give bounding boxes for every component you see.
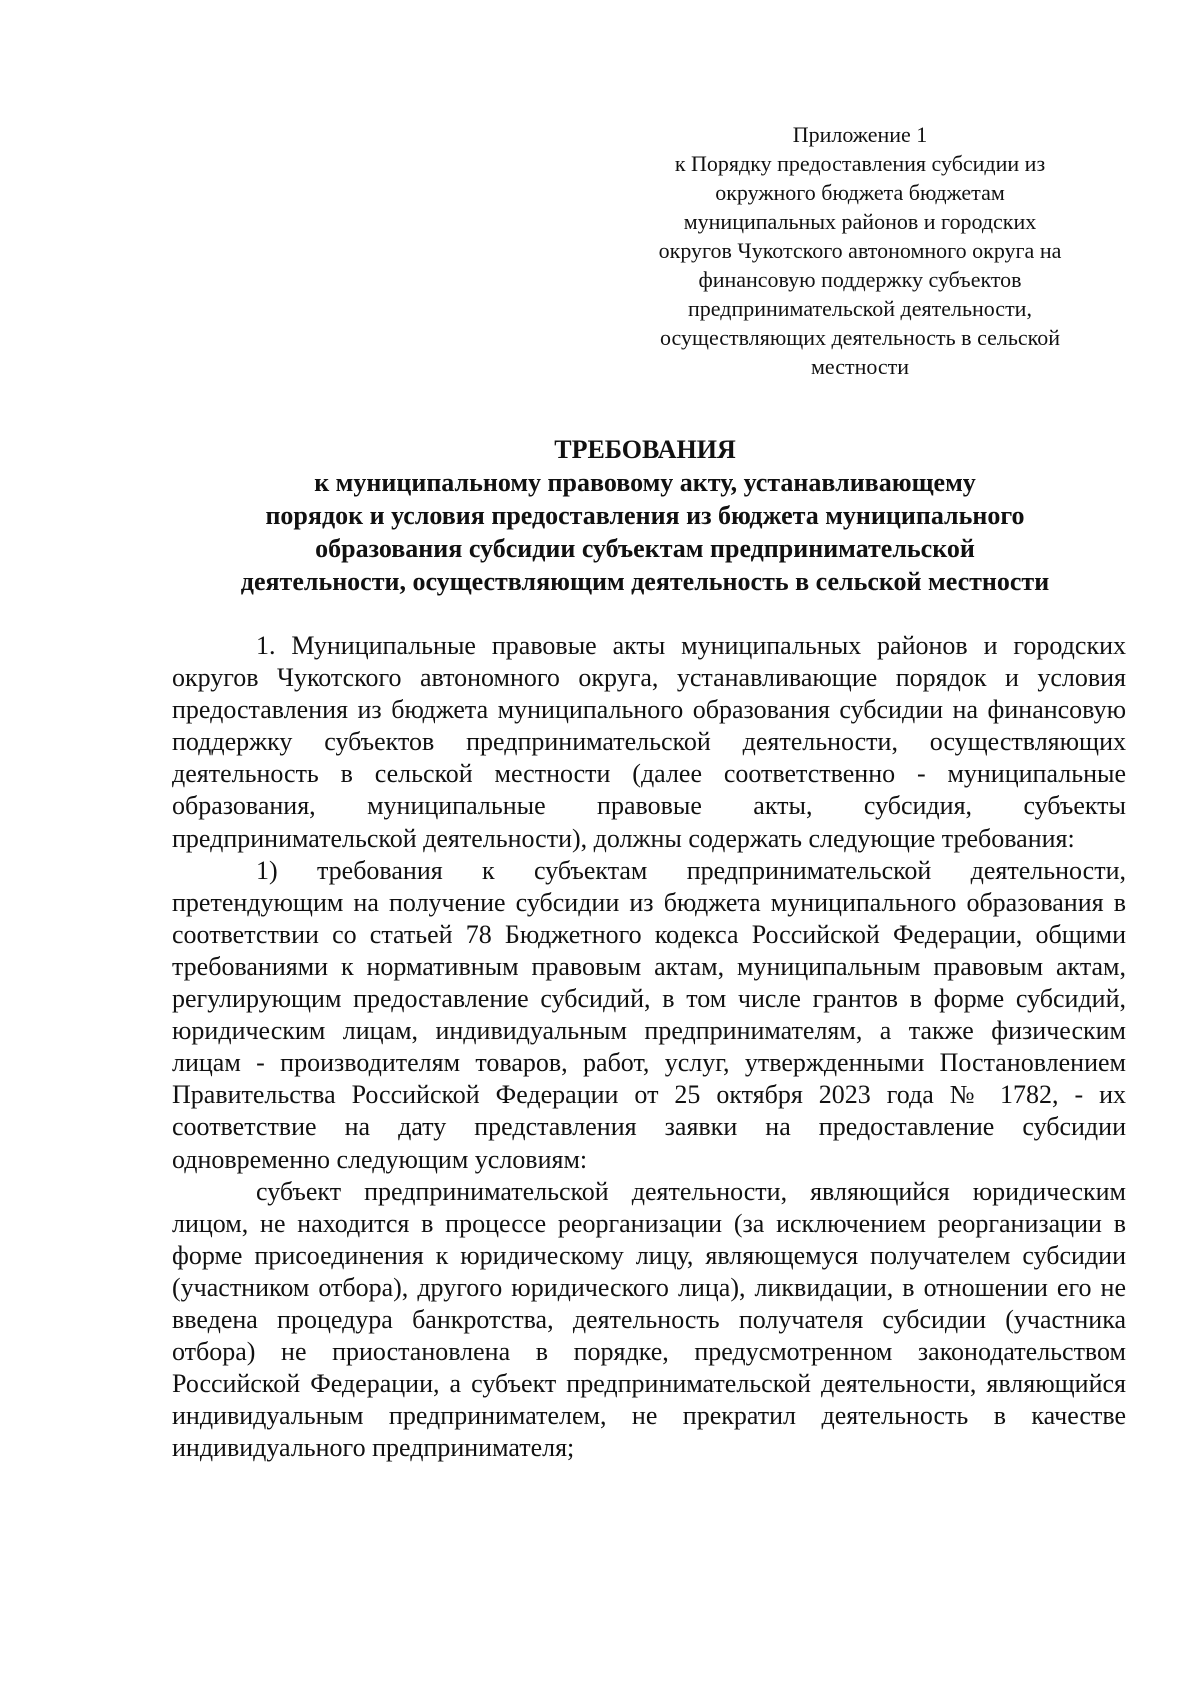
title-line: к муниципальному правовому акту, устанавливающему <box>314 468 976 497</box>
title-line: образования субсидии субъектам предпринимательской <box>315 534 975 563</box>
appendix-line: местности <box>810 354 910 379</box>
body-paragraph: 1. Муниципальные правовые акты муниципальных районов и городских округов Чукотского автономного округа, устанавливающие порядок и условия предоставления из бюджета муниципального образования субсидии на финансовую поддержку субъектов предпринимательской деятельности, осуществляющих деятельность в сельской местности (далее соответственно - муниципальные образования, муниципальные правовые акты, субсидия, субъекты предпринимательской деятельности), должны содержать следующие требования: <box>172 631 1126 853</box>
body-paragraph: субъект предпринимательской деятельности, являющийся юридическим лицом, не находится в процессе реорганизации (за исключением реорганизации в форме присоединения к юридическому лицу, являющемуся получателем субсидии (участником отбора), другого юридического лица), ликвидации, в отношении его не введена процедура банкротства, деятельность получателя субсидии (участника отбора) не приостановлена в порядке, предусмотренном законодательством Российской Федерации, а субъект предпринимательской деятельности, являющийся индивидуальным предпринимателем, не прекратил деятельность в качестве индивидуального предпринимателя; <box>172 1176 1126 1463</box>
appendix-block <box>630 120 1090 381</box>
title-line: порядок и условия предоставления из бюджета муниципального <box>265 501 1025 530</box>
document-body <box>172 630 1126 1464</box>
appendix-line: осуществляющих деятельность в сельской <box>659 325 1060 350</box>
appendix-line: предпринимательской деятельности, <box>688 296 1032 321</box>
document-title <box>160 434 1130 598</box>
appendix-line: финансовую поддержку субъектов <box>698 267 1022 292</box>
appendix-line: к Порядку предоставления субсидии из <box>674 151 1046 176</box>
body-paragraph: 1) требования к субъектам предпринимательской деятельности, претендующим на получение субсидии из бюджета муниципального образования в соответствии со статьей 78 Бюджетного кодекса Российской Федерации, общими требованиями к нормативным правовым актам, муниципальным правовым актам, регулирующим предоставление субсидий, в том числе грантов в форме субсидий, юридическим лицам, индивидуальным предпринимателям, а также физическим лицам - производителям товаров, работ, услуг, утвержденными Постановлением Правительства Российской Федерации от 25 октября 2023 года № 1782, - их соответствие на дату представления заявки на предоставление субсидии одновременно следующим условиям: <box>172 855 1126 1174</box>
appendix-line: Приложение 1 <box>792 122 928 147</box>
appendix-line: округов Чукотского автономного округа на <box>658 238 1062 263</box>
appendix-line: муниципальных районов и городских <box>683 209 1037 234</box>
appendix-line: окружного бюджета бюджетам <box>715 180 1005 205</box>
title-heading: ТРЕБОВАНИЯ <box>554 435 736 464</box>
title-line: деятельности, осуществляющим деятельность в сельской местности <box>240 567 1050 596</box>
